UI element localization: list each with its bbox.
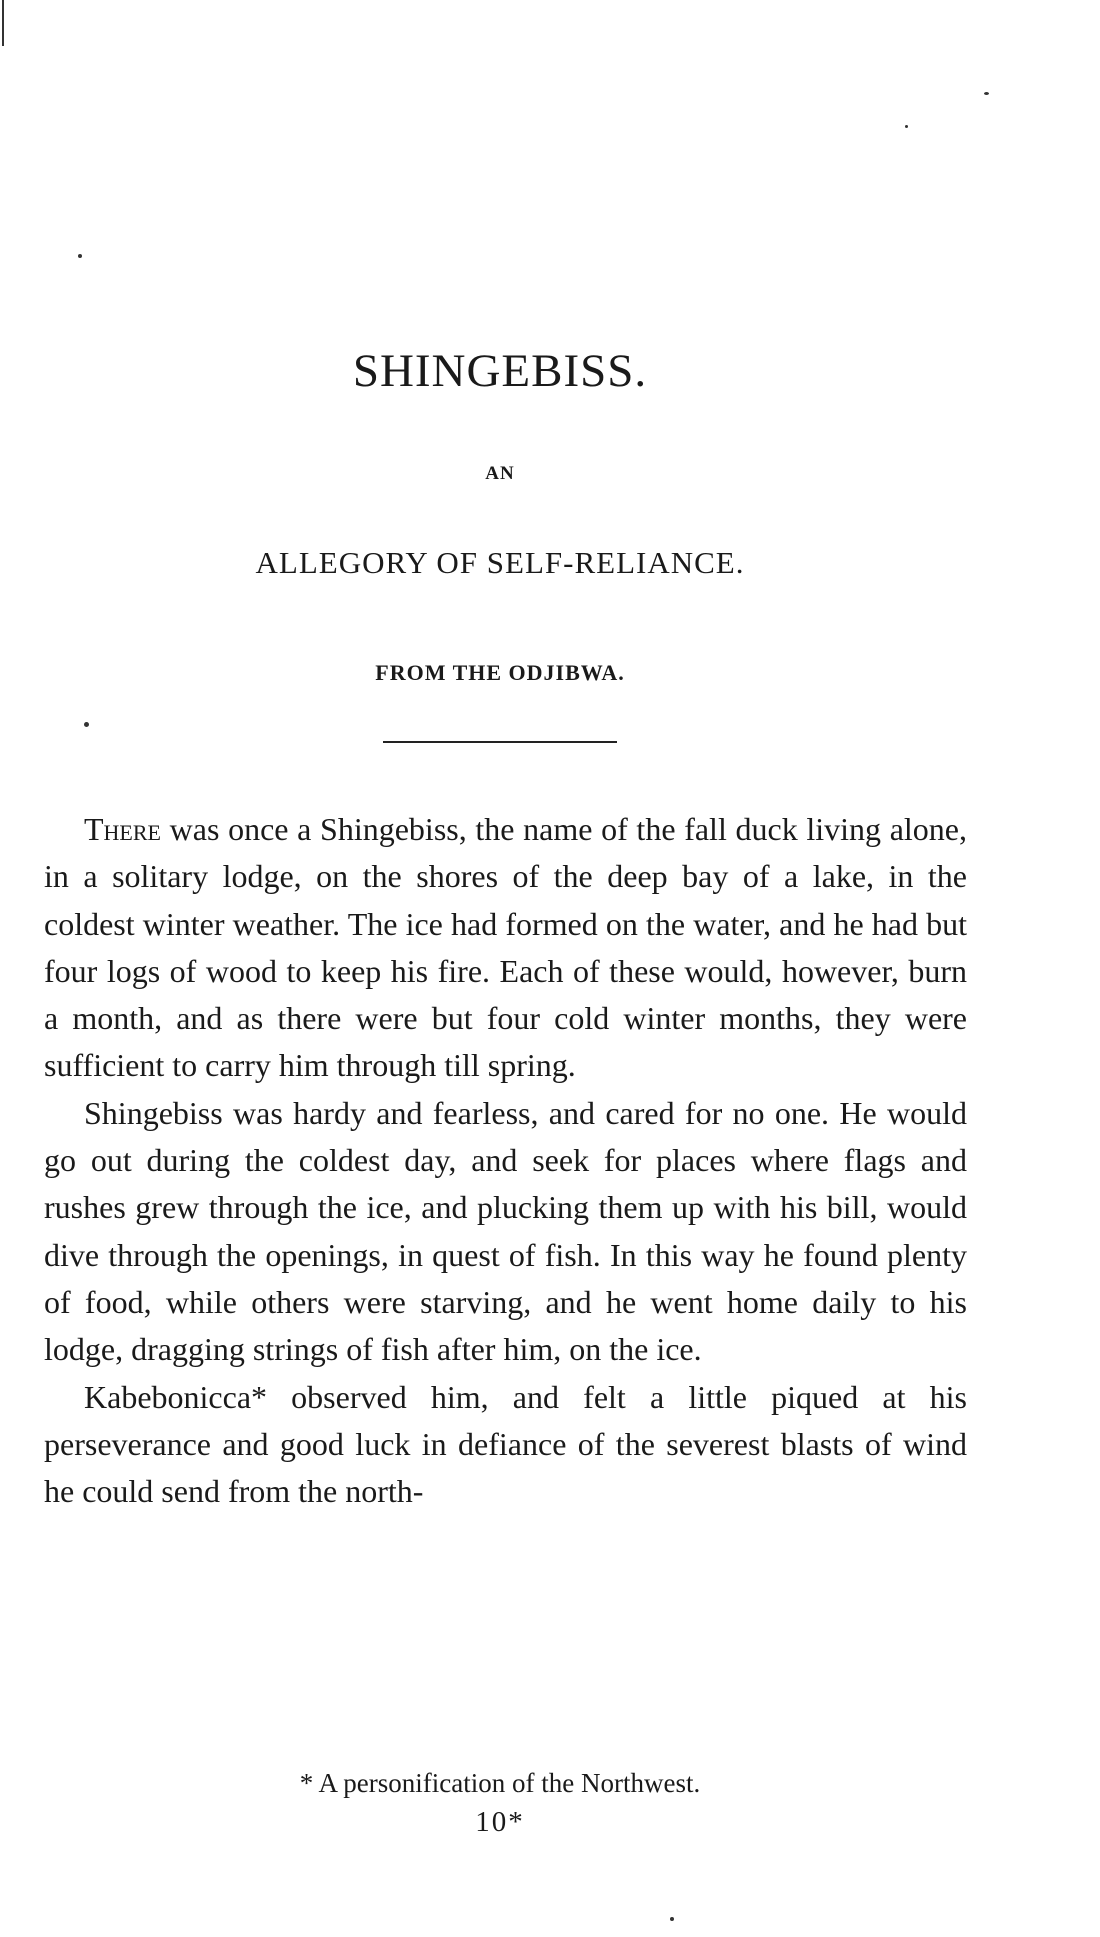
page-number: 10* — [475, 1806, 525, 1838]
scan-speck — [78, 254, 82, 258]
scan-speck — [2, 0, 4, 46]
chapter-title: SHINGEBISS. — [352, 345, 648, 397]
drop-lead-word: There — [84, 811, 161, 847]
scan-speck — [670, 1917, 674, 1921]
footnote: * A personification of the Northwest. — [299, 1768, 701, 1798]
subtitle-article: AN — [485, 463, 515, 484]
section-divider — [383, 741, 617, 743]
paragraph-text: Kabebonicca* observed him, and felt a little piqued at his perseverance and good luck in defiance of the severest blasts of wind he could send from the north- — [44, 1378, 967, 1510]
body-text — [44, 806, 967, 1515]
scan-speck — [984, 92, 989, 95]
scan-speck — [905, 125, 908, 128]
scan-speck — [84, 722, 89, 727]
paragraph-2 — [44, 1090, 967, 1374]
paragraph-1 — [44, 806, 967, 1090]
paragraph-text: was once a Shingebiss, the name of the fall duck living alone, in a solitary lodge, on the shores of the deep bay of a lake, in the coldest winter weather. The ice had formed on the water, and he had but four logs of wood to keep his fire. Each of these would, however, burn a month, and as there were but four cold winter months, they were sufficient to carry him through till spring. — [44, 811, 967, 1084]
chapter-subtitle: ALLEGORY OF SELF-RELIANCE. — [255, 545, 745, 580]
source-attribution: FROM THE ODJIBWA. — [375, 660, 625, 685]
paragraph-3 — [44, 1374, 967, 1516]
paragraph-text: Shingebiss was hardy and fearless, and cared for no one. He would go out during the coldest day, and seek for places where flags and rushes grew through the ice, and plucking them up with his bill, would dive through the openings, in quest of fish. In this way he found plenty of food, while others were starving, and he went home daily to his lodge, dragging strings of fish after him, on the ice. — [44, 1094, 967, 1368]
